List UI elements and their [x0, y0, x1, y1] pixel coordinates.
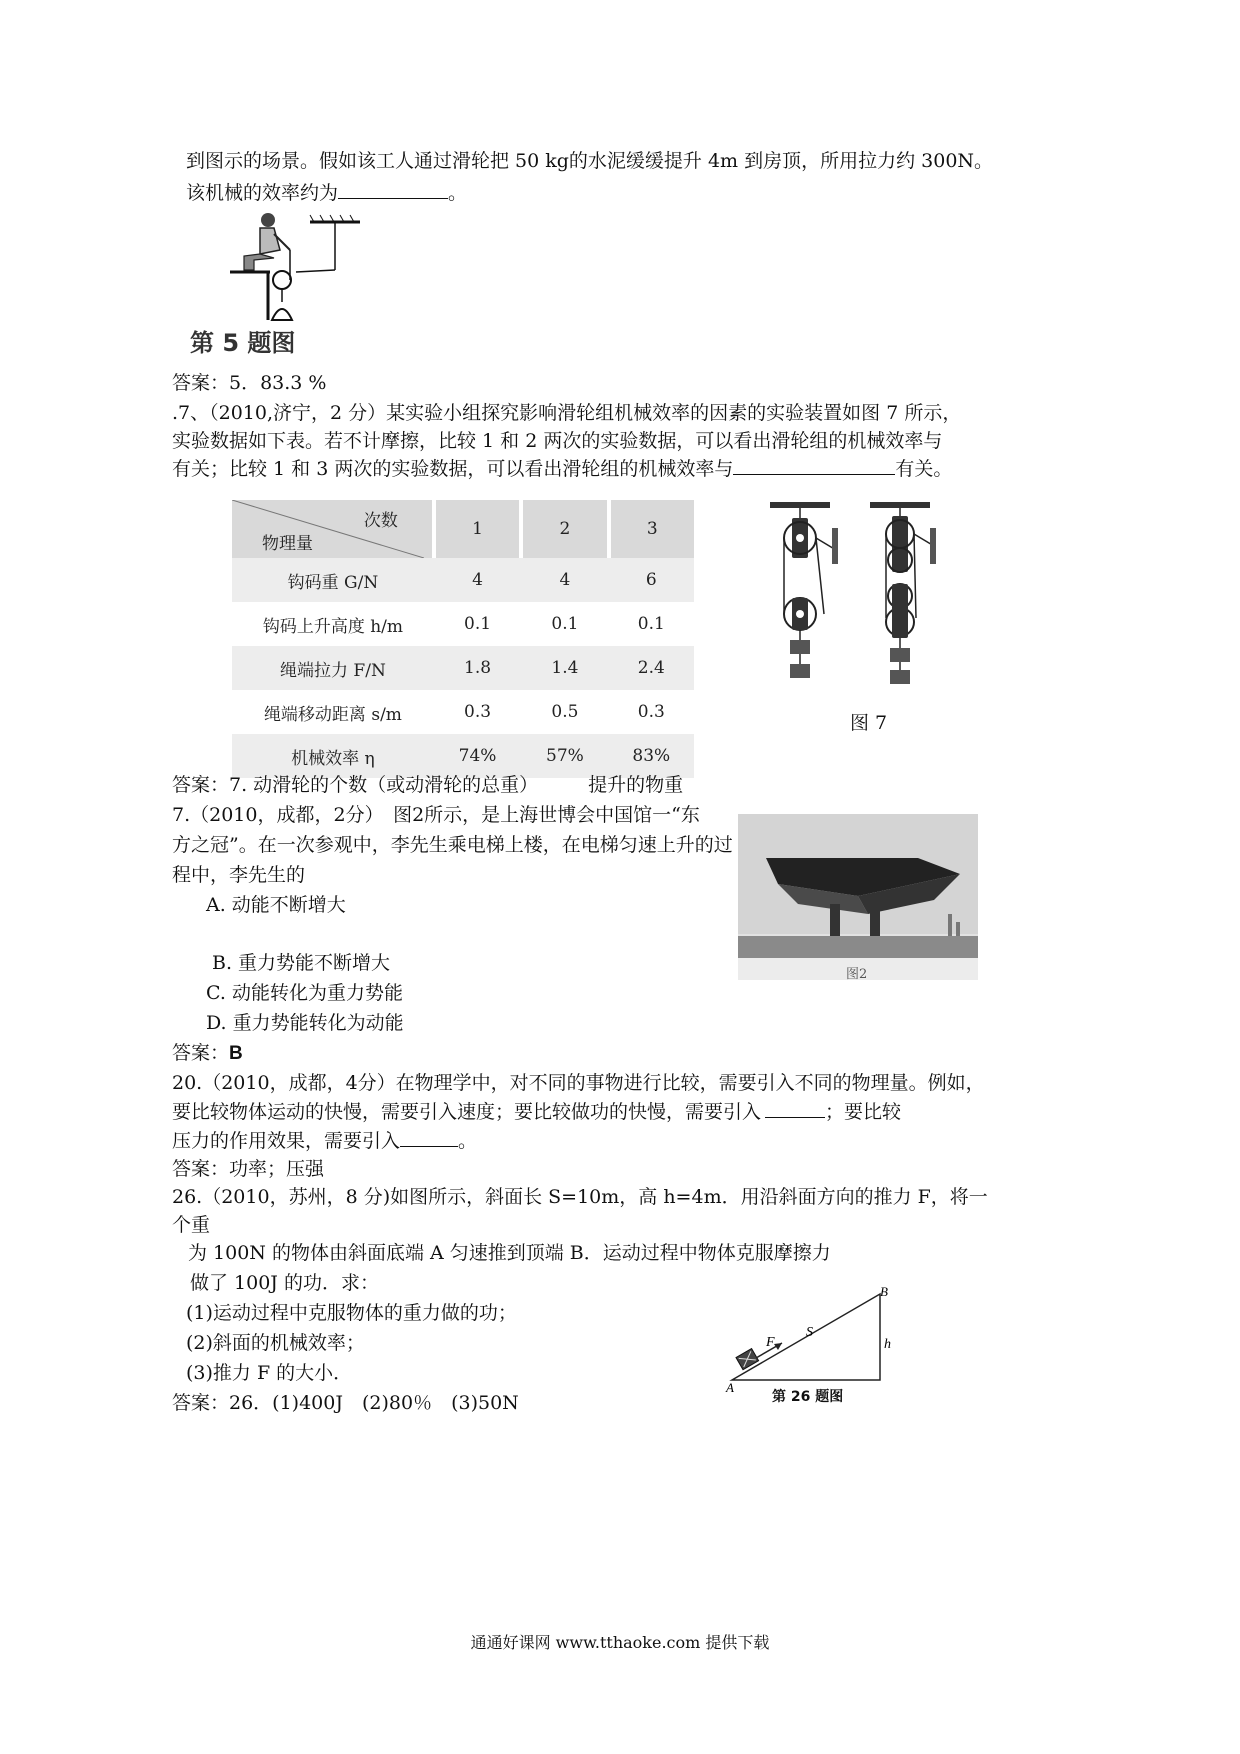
q5-line2-text: 该机械的效率约为: [186, 182, 339, 204]
table-row: [232, 602, 694, 646]
q26-item3: (3)推力 F 的大小．: [186, 1362, 353, 1384]
q20-answer: 答案：功率；压强: [172, 1158, 325, 1180]
q7a-line3-text: 有关；比较 1 和 3 两次的实验数据，可以看出滑轮组的机械效率与: [172, 458, 734, 480]
q7b-answer-value: B: [229, 1043, 243, 1064]
answer-blank: [400, 1128, 458, 1147]
table-cell: 0.3: [464, 702, 492, 722]
row-label: 机械效率 η: [291, 748, 375, 769]
q20-line2-text: 要比较物体运动的快慢，需要引入速度；要比较做功的快慢，需要引入: [172, 1101, 762, 1123]
q20-line3-end: 。: [458, 1130, 478, 1152]
table-cell: 4: [559, 570, 571, 590]
q7a-answer: [172, 772, 683, 798]
table-cell: 6: [645, 570, 657, 590]
label-B: B: [880, 1286, 888, 1299]
table-row: [232, 646, 694, 690]
answer-blank: [765, 1099, 825, 1118]
q7a-line2: 实验数据如下表。若不计摩擦，比较 1 和 2 两次的实验数据，可以看出滑轮组的机械效率与: [172, 430, 943, 452]
table-cell: 2.4: [637, 658, 665, 678]
q26-line3: 为 100N 的物体由斜面底端 A 匀速推到顶端 B．运动过程中物体克服摩擦力: [188, 1242, 831, 1264]
table-cell: 0.5: [551, 702, 579, 722]
q7b-option-a: A. 动能不断增大: [206, 894, 346, 916]
q7b-answer-prefix: 答案：: [172, 1042, 230, 1064]
incline-figure: [724, 1286, 910, 1394]
figure-7-caption: 图 7: [850, 712, 888, 734]
q26-line2: 个重: [172, 1214, 211, 1236]
q7b-option-b: B. 重力势能不断增大: [212, 952, 391, 974]
q7a-answer-2: 提升的物重: [588, 774, 684, 796]
table-row: [232, 690, 694, 734]
china-pavilion-photo: [738, 814, 978, 980]
figure-2-caption: 图2: [846, 967, 868, 982]
label-h: h: [884, 1337, 891, 1352]
table-col-header: 2: [521, 500, 608, 558]
q7b-line1: 7.（2010，成都，2分） 图2所示，是上海世博会中国馆一“东: [172, 804, 700, 826]
experiment-table-wrap: [232, 500, 694, 778]
pulley-systems-figure: [770, 498, 970, 698]
table-row: [232, 558, 694, 602]
q20-line3: [172, 1128, 477, 1154]
q7b-line3: 程中，李先生的: [172, 864, 306, 886]
table-cell: 57%: [546, 746, 584, 766]
q26-answer: 答案：26．(1)400J (2)80％ (3)50N: [172, 1392, 519, 1414]
q7b-option-d: D. 重力势能转化为动能: [206, 1012, 404, 1034]
table-cell: 4: [472, 570, 483, 590]
q5-line2: [186, 180, 467, 206]
q26-item2: (2)斜面的机械效率；: [186, 1332, 365, 1354]
label-S: S: [806, 1325, 813, 1340]
q7b-option-c: C. 动能转化为重力势能: [206, 982, 403, 1004]
table-cell: 83%: [632, 746, 671, 766]
table-cell: 1.4: [551, 658, 579, 678]
table-cell: 1.8: [464, 658, 492, 678]
q26-item1: (1)运动过程中克服物体的重力做的功；: [186, 1302, 517, 1324]
answer-blank: [733, 456, 895, 475]
q26-figure-caption: 第 26 题图: [772, 1389, 844, 1405]
q7b-line2: 方之冠”。在一次参观中，李先生乘电梯上楼，在电梯匀速上升的过: [172, 834, 733, 856]
table-cell: 0.1: [464, 614, 492, 634]
q20-line2-end: ；要比较: [825, 1101, 902, 1123]
experiment-table: [232, 500, 694, 778]
table-col-header: 1: [434, 500, 521, 558]
page-footer: 通通好课网 www.tthaoke.com 提供下载: [470, 1633, 770, 1652]
table-cell: 0.3: [637, 702, 665, 722]
corner-bottom-label: 物理量: [262, 534, 313, 554]
table-col-header: 3: [609, 500, 694, 558]
q7a-answer-text: 答案：7. 动滑轮的个数（或动滑轮的总重）: [172, 774, 539, 796]
q20-line3-text: 压力的作用效果，需要引入: [172, 1130, 401, 1152]
q7b-answer: [172, 1040, 243, 1067]
q20-line2: [172, 1099, 901, 1125]
row-label: 钩码上升高度 h/m: [262, 616, 404, 637]
row-label: 绳端移动距离 s/m: [263, 704, 402, 725]
table-corner-cell: [232, 500, 434, 558]
q26-line4: 做了 100J 的功．求：: [190, 1272, 379, 1294]
table-cell: 0.1: [551, 614, 579, 634]
q5-line2-end: 。: [448, 182, 468, 204]
q5-line1: 到图示的场景。假如该工人通过滑轮把 50 kg的水泥缓缓提升 4m 到房顶，所用拉力约 300N。: [186, 150, 994, 172]
table-cell: 0.1: [637, 614, 665, 634]
q7a-line1: .7、（2010,济宁，2 分）某实验小组探究影响滑轮组机械效率的因素的实验装置如图 7 所示，: [172, 402, 962, 424]
corner-top-label: 次数: [363, 511, 398, 531]
q5-answer: 答案：5．83.3 %: [172, 372, 327, 394]
row-label: 钩码重 G/N: [287, 572, 379, 593]
row-label: 绳端拉力 F/N: [280, 660, 386, 681]
table-cell: 74%: [458, 746, 497, 766]
answer-blank: [338, 180, 448, 199]
q20-line1: 20.（2010，成都，4分）在物理学中，对不同的事物进行比较，需要引入不同的物理量。例如，: [172, 1072, 985, 1094]
q26-line1: 26.（2010，苏州，8 分)如图所示，斜面长 S=10m，高 h=4m．用沿斜面方向的推力 F，将一: [172, 1186, 988, 1208]
q5-figure-caption: 第 5 题图: [190, 329, 296, 357]
label-F: F: [766, 1335, 775, 1350]
q7a-line3: [172, 456, 952, 482]
label-A: A: [726, 1380, 734, 1394]
q7a-line3-end: 有关。: [895, 458, 953, 480]
